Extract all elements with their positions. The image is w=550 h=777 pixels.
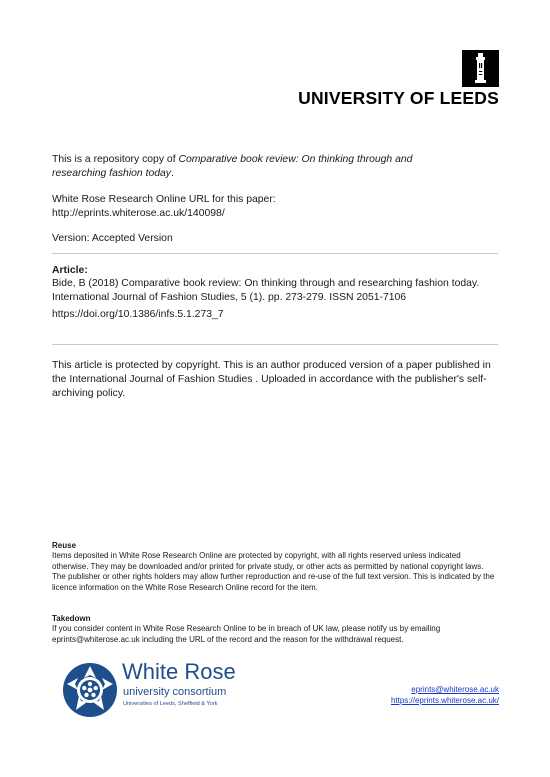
doi-link[interactable]: https://doi.org/10.1386/infs.5.1.273_7: [52, 309, 224, 320]
paper-title: Comparative book review: On thinking through and researching fashion today: [52, 154, 413, 179]
article-citation: Bide, B (2018) Comparative book review: On thinking through and researching fashion today. International Journal of Fashion Studies, 5 (1). pp. 273-279. ISSN 2051-7106: [52, 278, 480, 303]
site-link[interactable]: https://eprints.whiterose.ac.uk/: [390, 696, 499, 705]
version-info: Version: Accepted Version: [52, 233, 173, 244]
reuse-text: Items deposited in White Rose Research Online are protected by copyright, with all rights reserved unless indicated otherwise. They may be downloaded and/or printed for private study, or other acts as permitted by national copyright laws. The publisher or other rights holders may allow further reproduction and re-use of the full text version. This is indicated by the licence information on the White Rose Research Online record for the item.: [52, 551, 495, 592]
article-heading: Article:: [52, 265, 88, 276]
divider: [52, 253, 498, 254]
consortium-subtitle: university consortium: [123, 686, 227, 698]
url-block: [52, 193, 276, 221]
white-rose-icon: [60, 660, 120, 720]
repository-prefix: This is a repository copy of: [52, 154, 176, 165]
reuse-heading: Reuse: [52, 541, 77, 550]
takedown-heading: Takedown: [52, 614, 91, 623]
leeds-tower-icon: [462, 50, 499, 87]
divider: [52, 344, 498, 345]
repository-suffix: .: [171, 168, 174, 179]
consortium-brand: White Rose: [122, 659, 236, 684]
email-link[interactable]: eprints@whiterose.ac.uk: [411, 685, 499, 694]
repository-statement: [52, 153, 452, 181]
contact-links: [391, 684, 499, 706]
university-name: UNIVERSITY OF LEEDS: [298, 88, 499, 108]
takedown-text: If you consider content in White Rose Research Online to be in breach of UK law, please notify us by emailing eprints@whiterose.ac.uk including the URL of the record and the reason for the withdrawal request.: [52, 624, 441, 644]
paper-url[interactable]: http://eprints.whiterose.ac.uk/140098/: [52, 208, 225, 219]
url-label: White Rose Research Online URL for this paper:: [52, 194, 276, 205]
consortium-universities: Universities of Leeds, Sheffield & York: [123, 701, 218, 707]
copyright-notice: This article is protected by copyright. This is an author produced version of a paper published in the International Journal of Fashion Studies . Uploaded in accordance with the publisher's self-archiving policy.: [52, 360, 491, 399]
